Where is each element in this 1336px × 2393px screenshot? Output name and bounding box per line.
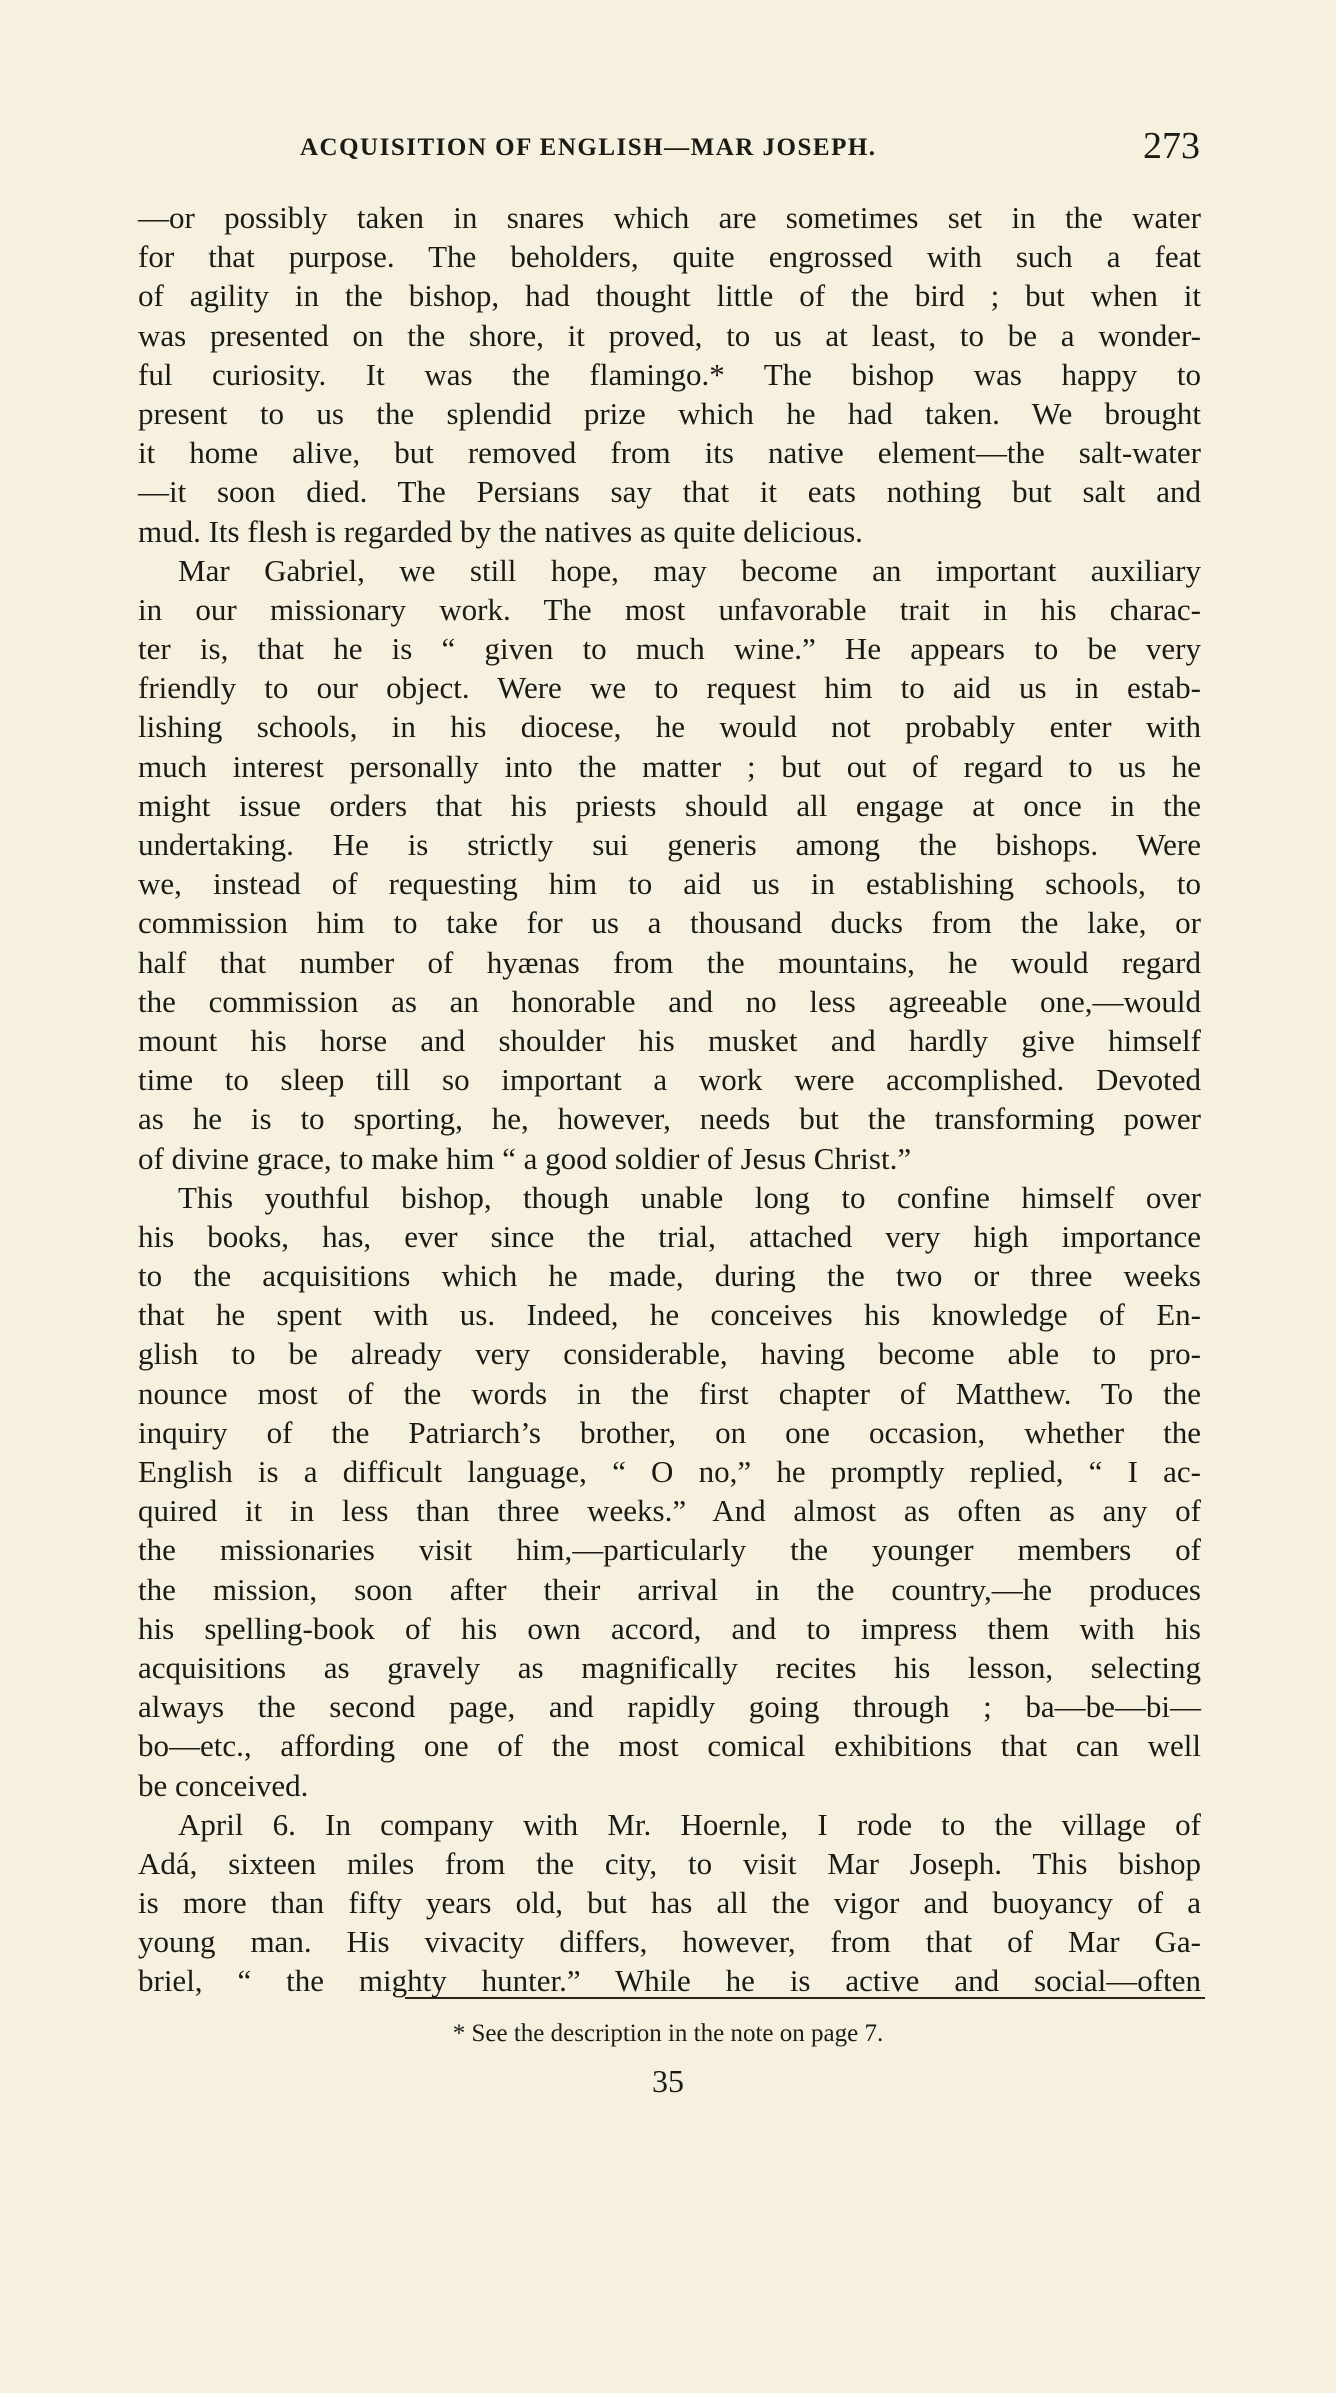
text-line: present to us the splendid prize which he had taken. We brought <box>138 395 1201 431</box>
text-line: as he is to sporting, he, however, needs but the transforming power <box>138 1101 1201 1137</box>
text-line: ter is, that he is “ given to much wine.” He appears to be very <box>138 631 1201 667</box>
text-line: young man. His vivacity differs, however, from that of Mar Ga- <box>138 1924 1201 1960</box>
text-line: his books, has, ever since the trial, attached very high importance <box>138 1218 1201 1254</box>
text-line: half that number of hyænas from the mountains, he would regard <box>138 944 1201 980</box>
text-line: time to sleep till so important a work were accomplished. Devoted <box>138 1062 1201 1098</box>
text-line: was presented on the shore, it proved, to us at least, to be a wonder- <box>138 317 1201 353</box>
text-line: briel, “ the mighty hunter.” While he is active and social—often <box>138 1963 1201 1999</box>
text-line: is more than fifty years old, but has all the vigor and buoyancy of a <box>138 1885 1201 1921</box>
text-line: This youthful bishop, though unable long to confine himself over <box>178 1179 1201 1215</box>
text-line: —or possibly taken in snares which are sometimes set in the water <box>138 200 1201 235</box>
text-line: English is a difficult language, “ O no,” he promptly replied, “ I ac- <box>138 1454 1201 1489</box>
text-line: for that purpose. The beholders, quite engrossed with such a feat <box>138 239 1201 275</box>
text-line: ful curiosity. It was the flamingo.* The bishop was happy to <box>138 356 1201 392</box>
text-line: April 6. In company with Mr. Hoernle, I rode to the village of <box>178 1806 1201 1842</box>
footnote-rule <box>405 1997 1205 1999</box>
text-line: quired it in less than three weeks.” And almost as often as any of <box>138 1493 1201 1529</box>
text-line: much interest personally into the matter ; but out of regard to us he <box>138 748 1201 784</box>
text-line: glish to be already very considerable, having become able to pro- <box>138 1336 1201 1372</box>
text-line: in our missionary work. The most unfavorable trait in his charac- <box>138 591 1201 627</box>
text-line: always the second page, and rapidly going through ; ba—be—bi— <box>138 1689 1201 1725</box>
footnote: * See the description in the note on page 7. <box>452 2020 884 2047</box>
text-line: mount his horse and shoulder his musket and hardly give himself <box>138 1022 1201 1058</box>
text-line: mud. Its flesh is regarded by the natives as quite delicious. <box>138 513 863 549</box>
text-line: the mission, soon after their arrival in the country,—he produces <box>138 1571 1201 1607</box>
text-line: undertaking. He is strictly sui generis among the bishops. Were <box>138 827 1201 862</box>
body-text <box>138 198 1201 2001</box>
text-line: his spelling-book of his own accord, and to impress them with his <box>138 1610 1201 1646</box>
page-header <box>300 125 1200 168</box>
text-line: be conceived. <box>138 1767 309 1803</box>
text-line: —it soon died. The Persians say that it eats nothing but salt and <box>138 474 1201 510</box>
text-line: to the acquisitions which he made, during the two or three weeks <box>138 1258 1201 1294</box>
text-line: commission him to take for us a thousand ducks from the lake, or <box>138 905 1201 941</box>
text-line: acquisitions as gravely as magnifically recites his lesson, selecting <box>138 1649 1201 1685</box>
text-line: Adá, sixteen miles from the city, to visit Mar Joseph. This bishop <box>138 1845 1201 1881</box>
text-line: nounce most of the words in the first chapter of Matthew. To the <box>138 1375 1201 1411</box>
text-line: friendly to our object. Were we to request him to aid us in estab- <box>138 670 1201 706</box>
text-line: of agility in the bishop, had thought little of the bird ; but when it <box>138 278 1201 314</box>
text-line: inquiry of the Patriarch’s brother, on one occasion, whether the <box>138 1414 1201 1450</box>
text-line: might issue orders that his priests should all engage at once in the <box>138 787 1201 823</box>
page-number: 273 <box>1143 125 1200 167</box>
text-line: of divine grace, to make him “ a good soldier of Jesus Christ.” <box>138 1140 912 1176</box>
text-line: lishing schools, in his diocese, he would not probably enter with <box>138 709 1201 745</box>
text-line: it home alive, but removed from its native element—the salt-water <box>138 435 1201 471</box>
text-line: Mar Gabriel, we still hope, may become an important auxiliary <box>178 552 1201 588</box>
text-line: the missionaries visit him,—particularly the younger members of <box>138 1532 1201 1568</box>
text-line: bo—etc., affording one of the most comical exhibitions that can well <box>138 1728 1201 1764</box>
text-line: we, instead of requesting him to aid us in establishing schools, to <box>138 866 1201 902</box>
text-line: the commission as an honorable and no less agreeable one,—would <box>138 983 1201 1019</box>
text-line: that he spent with us. Indeed, he conceives his knowledge of En- <box>138 1297 1201 1333</box>
running-title: ACQUISITION OF ENGLISH—MAR JOSEPH. <box>300 134 877 161</box>
signature-mark: 35 <box>652 2063 684 2099</box>
